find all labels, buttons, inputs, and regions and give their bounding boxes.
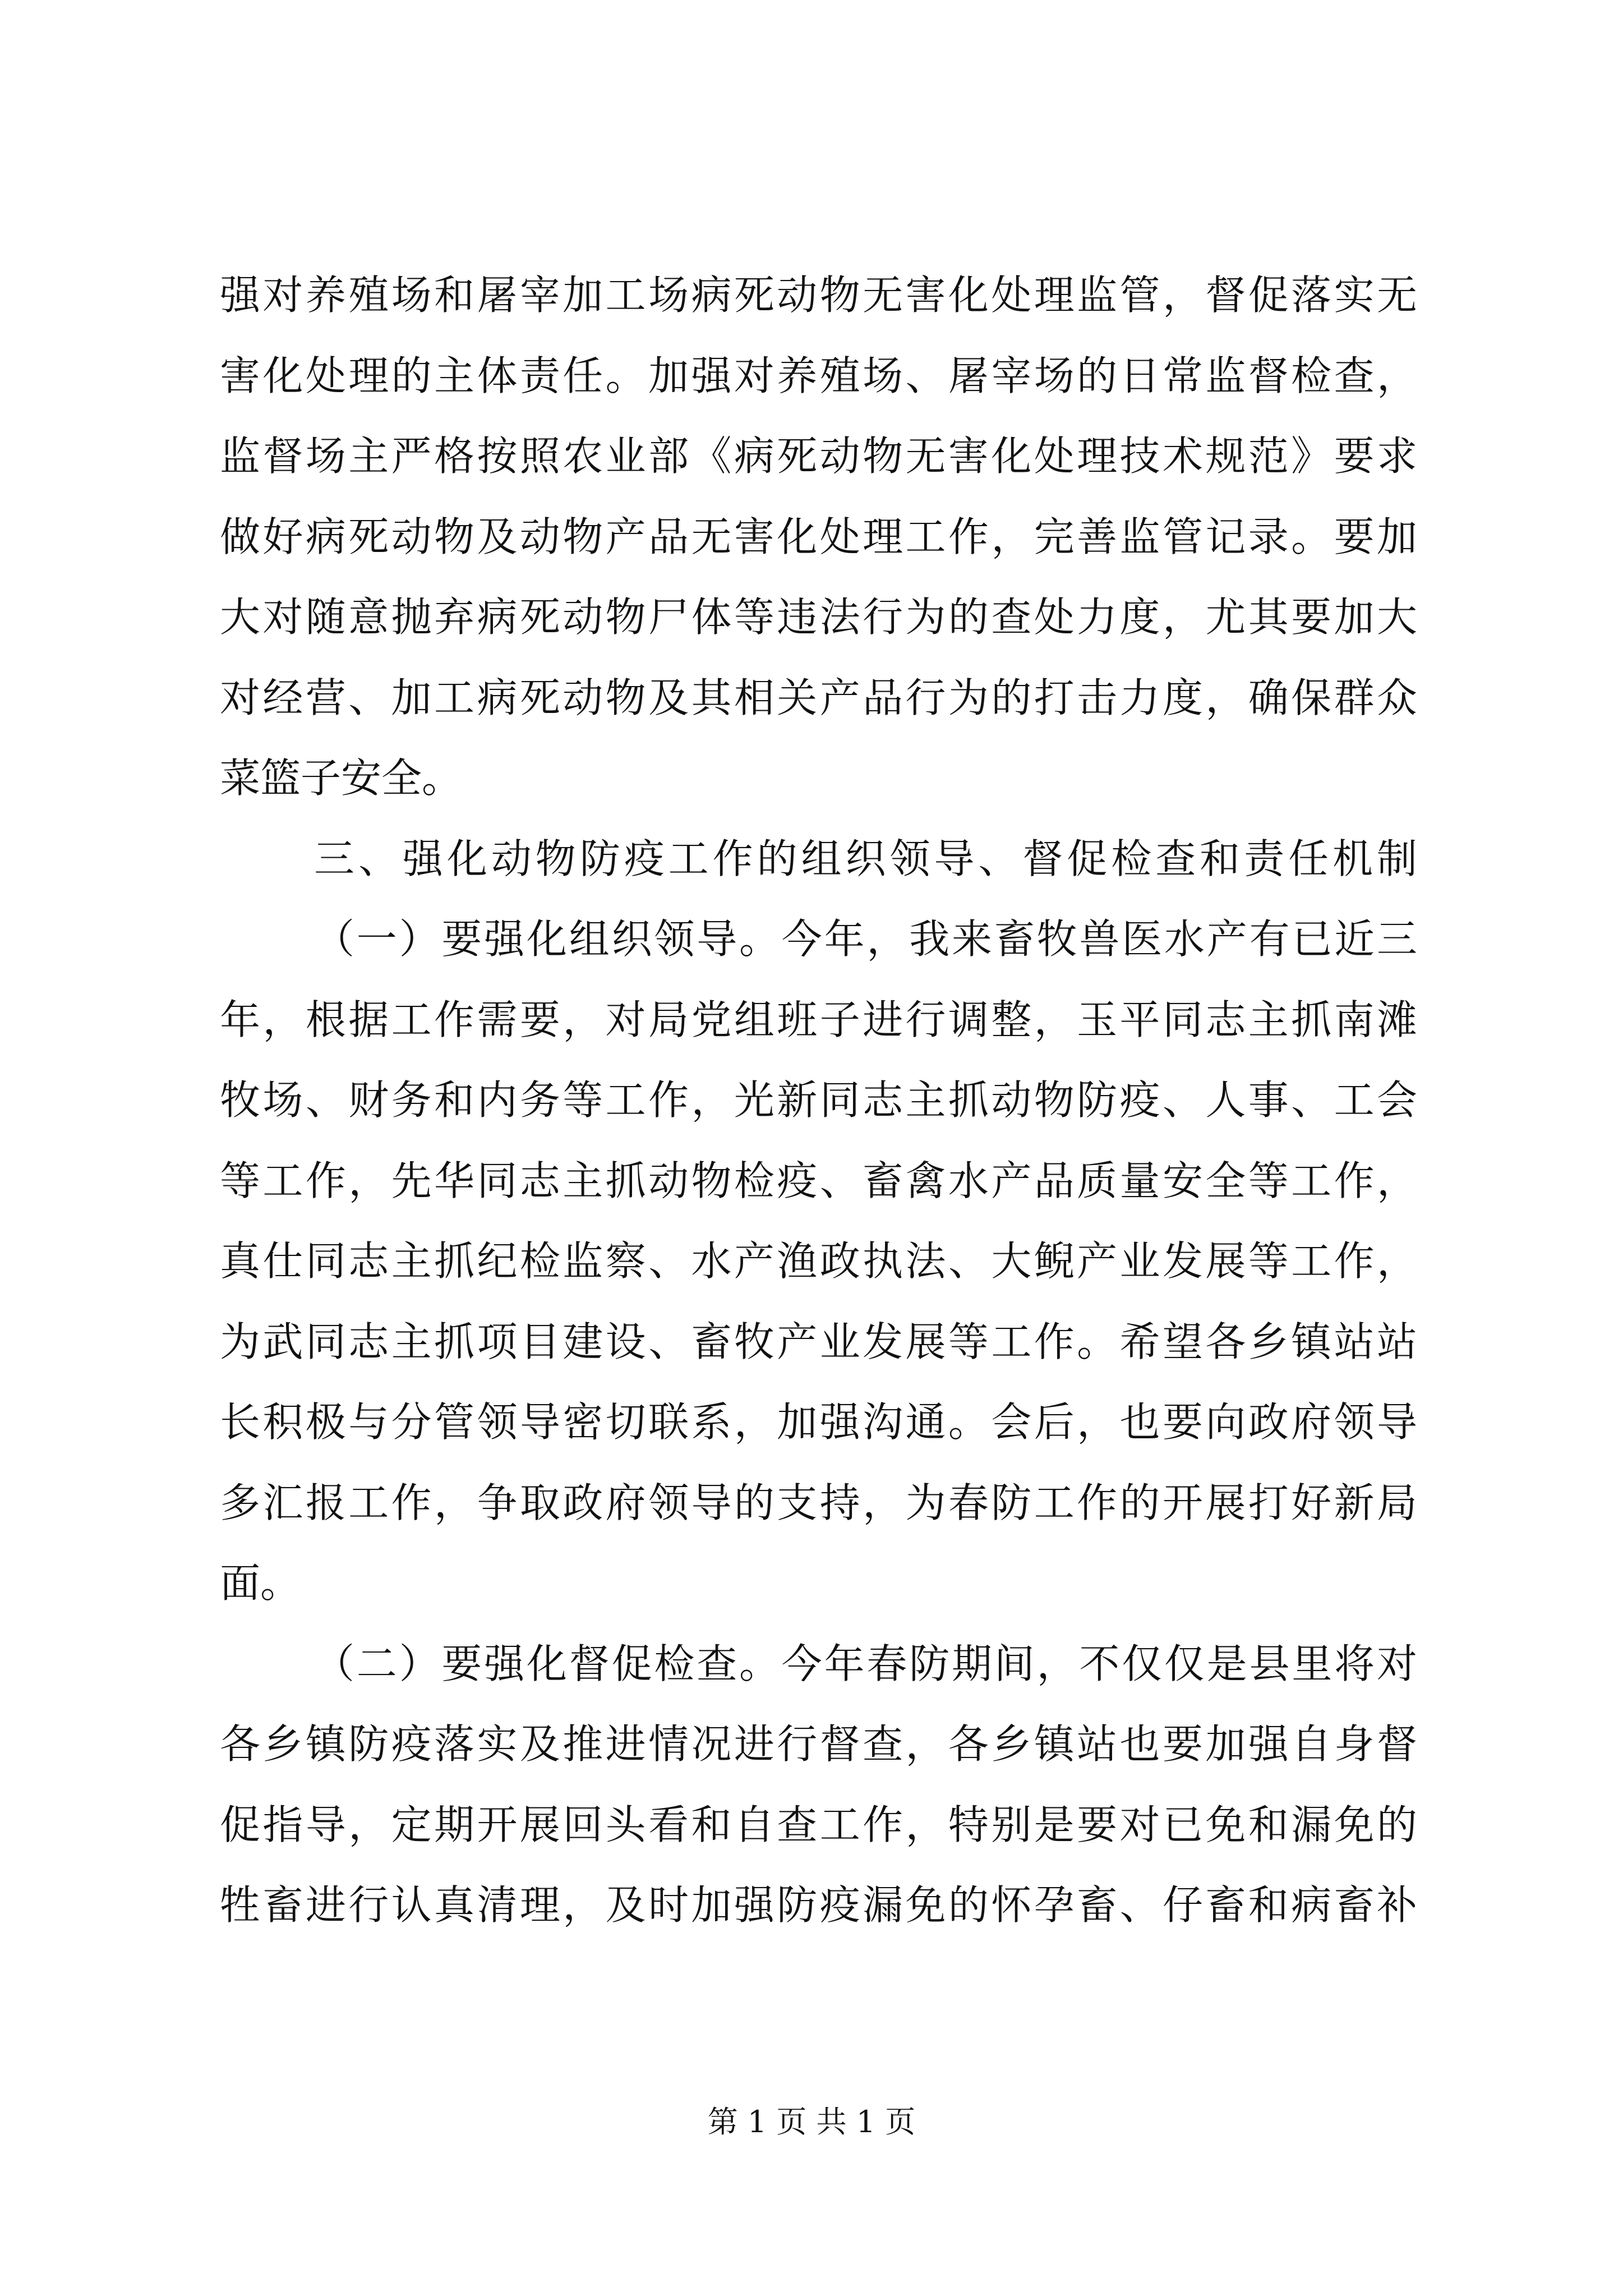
page-footer: 第 1 页 共 1 页 (707, 2104, 916, 2139)
text-line: 牲畜进行认真清理，及时加强防疫漏免的怀孕畜、仔畜和病畜补 (220, 1881, 1417, 1929)
text-line: 各乡镇防疫落实及推进情况进行督查，各乡镇站也要加强自身督 (220, 1720, 1417, 1768)
text-line: 菜篮子安全。 (220, 754, 463, 802)
text-line: 强对养殖场和屠宰加工场病死动物无害化处理监管，督促落实无 (220, 272, 1417, 319)
text-line: 大对随意抛弃病死动物尸体等违法行为的查处力度，尤其要加大 (220, 593, 1417, 641)
paragraph-start: （一）要强化组织领导。今年，我来畜牧兽医水产有已近三 (314, 915, 1417, 963)
text-line: 真仕同志主抓纪检监察、水产渔政执法、大鲵产业发展等工作， (220, 1237, 1417, 1285)
text-line: 牧场、财务和内务等工作，光新同志主抓动物防疫、人事、工会 (220, 1076, 1417, 1124)
paragraph-start: （二）要强化督促检查。今年春防期间，不仅仅是县里将对 (314, 1640, 1417, 1687)
text-line: 做好病死动物及动物产品无害化处理工作，完善监管记录。要加 (220, 513, 1417, 560)
text-line: 监督场主严格按照农业部《病死动物无害化处理技术规范》要求 (220, 432, 1417, 480)
text-line: 害化处理的主体责任。加强对养殖场、屠宰场的日常监督检查， (220, 352, 1417, 399)
text-line: 面。 (220, 1559, 301, 1607)
text-line: 长积极与分管领导密切联系，加强沟通。会后，也要向政府领导 (220, 1398, 1417, 1446)
text-line: 多汇报工作，争取政府领导的支持，为春防工作的开展打好新局 (220, 1479, 1417, 1526)
text-line: 年，根据工作需要，对局党组班子进行调整，玉平同志主抓南滩 (220, 996, 1417, 1043)
text-line: 等工作，先华同志主抓动物检疫、畜禽水产品质量安全等工作， (220, 1157, 1417, 1204)
body-text (220, 255, 1417, 1946)
text-line: 为武同志主抓项目建设、畜牧产业发展等工作。希望各乡镇站站 (220, 1318, 1417, 1365)
text-line: 对经营、加工病死动物及其相关产品行为的打击力度，确保群众 (220, 674, 1417, 721)
text-line: 促指导，定期开展回头看和自查工作，特别是要对已免和漏免的 (220, 1801, 1417, 1848)
section-heading: 三、强化动物防疫工作的组织领导、督促检查和责任机制 (314, 835, 1417, 882)
